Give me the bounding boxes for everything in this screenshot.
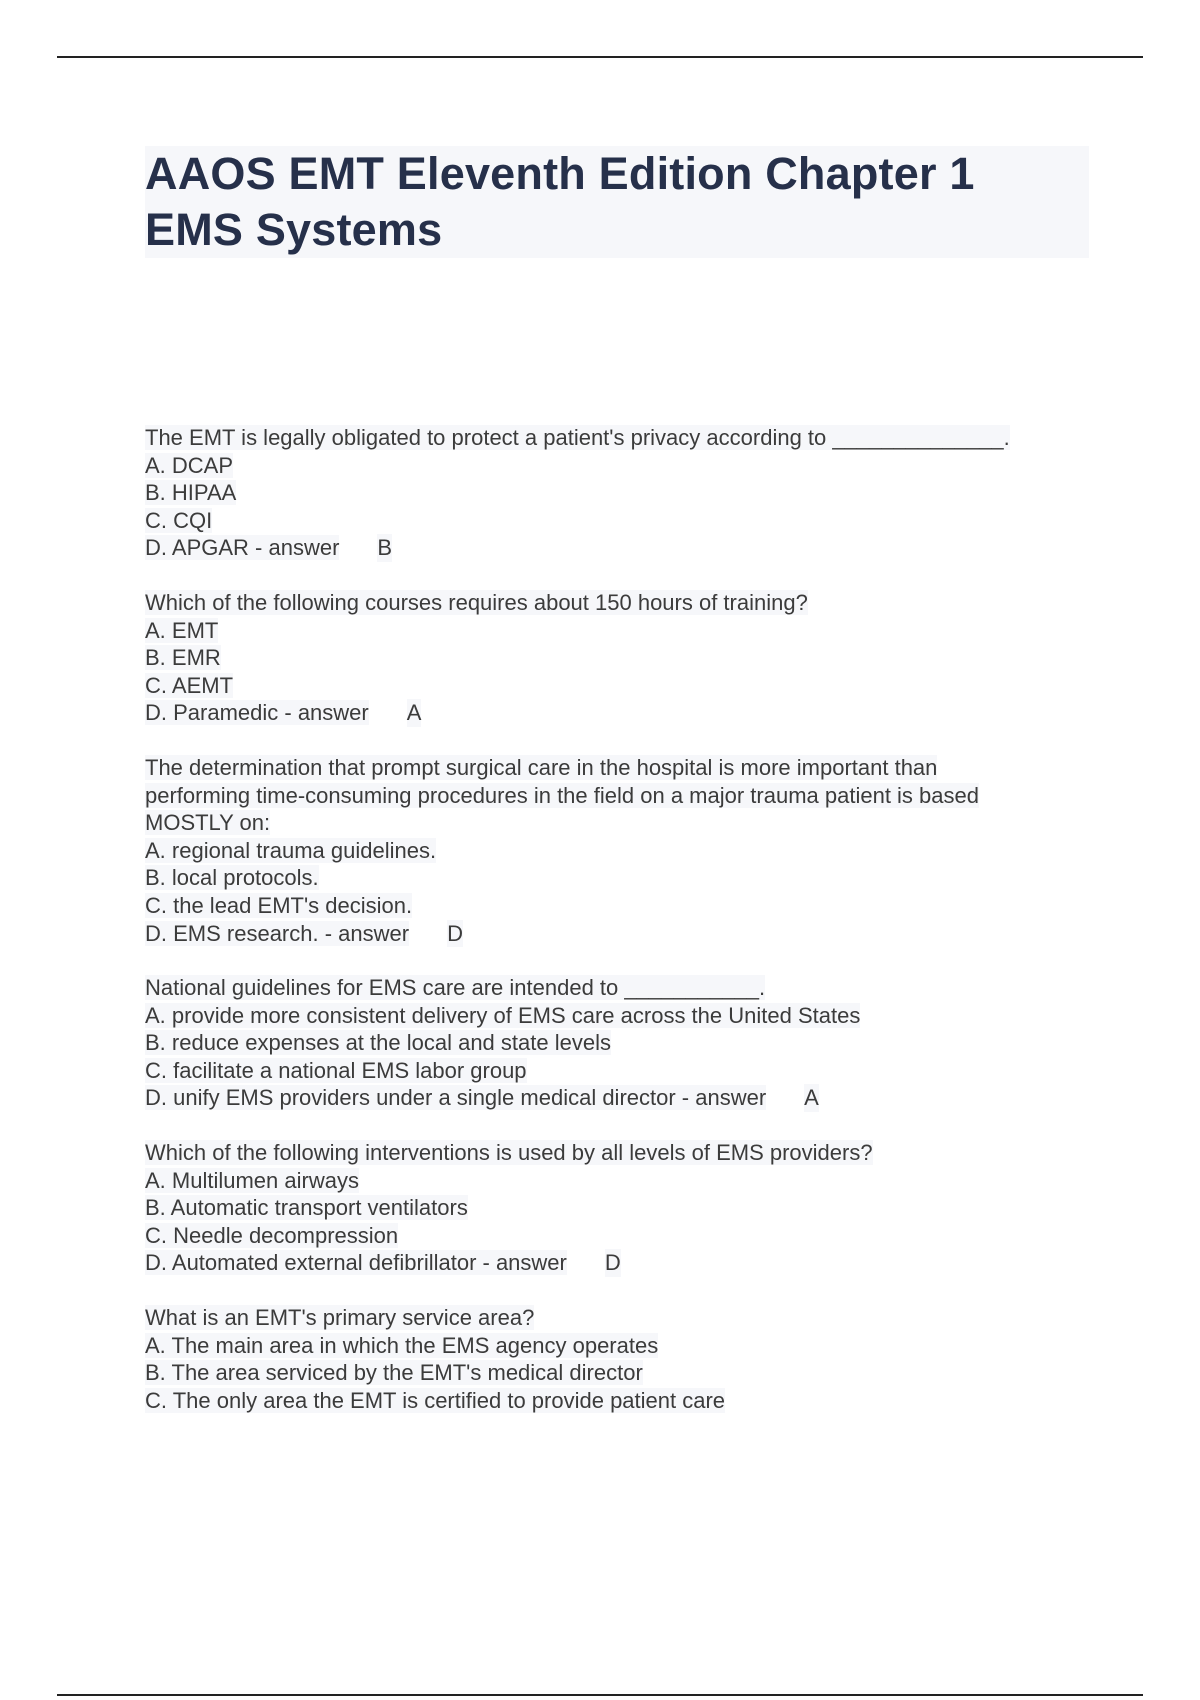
answer-option [145,617,1095,645]
question-stem-text: Which of the following interventions is used by all levels of EMS providers? [145,1140,873,1166]
question-block [145,754,1095,947]
question-block [145,424,1095,562]
answer-option [145,699,1095,727]
answer-option [145,1084,1095,1112]
answer-option [145,1222,1095,1250]
answer-option-text: A. DCAP [145,452,234,478]
answer-option-text: C. the lead EMT's decision. [145,892,413,918]
answer-option [145,837,1095,865]
answer-option-text: D. Automated external defibrillator - answer [145,1250,567,1276]
question-block [145,974,1095,1112]
answer-option-text: D. EMS research. - answer [145,920,410,946]
answer-option-text: B. Automatic transport ventilators [145,1195,468,1221]
answer-option-text: B. HIPAA [145,480,237,506]
answer-option-text: D. unify EMS providers under a single medical director - answer [145,1085,767,1111]
answer-option [145,1249,1095,1277]
answer-option [145,644,1095,672]
answer-option [145,892,1095,920]
question-block [145,589,1095,727]
answer-option-text: B. local protocols. [145,865,319,891]
correct-answer-letter: B [377,535,393,561]
answer-option [145,1029,1095,1057]
top-rule [57,56,1143,58]
question-stem-line [145,974,1095,1002]
question-block [145,1139,1095,1277]
answer-option-text: D. APGAR - answer [145,535,340,561]
answer-option [145,920,1095,948]
question-list [145,424,1095,1441]
answer-option-text: C. Needle decompression [145,1222,399,1248]
correct-answer-letter: D [604,1250,621,1276]
answer-option-text: B. The area serviced by the EMT's medical director [145,1360,643,1386]
answer-option [145,534,1095,562]
question-stem-line [145,782,1095,810]
title-line-2: EMS Systems [145,204,443,255]
question-stem-line [145,1139,1095,1167]
bottom-rule [57,1694,1143,1696]
answer-option-text: C. AEMT [145,672,234,698]
answer-option [145,864,1095,892]
answer-option [145,1194,1095,1222]
question-stem-text: What is an EMT's primary service area? [145,1305,535,1331]
question-stem-text: performing time-consuming procedures in the field on a major trauma patient is based [145,782,979,808]
correct-answer-letter: A [804,1085,819,1111]
answer-option [145,1332,1095,1360]
answer-option-text: A. provide more consistent delivery of EMS care across the United States [145,1002,861,1028]
question-stem-text: The determination that prompt surgical care in the hospital is more important than [145,754,938,780]
answer-option-text: A. EMT [145,617,219,643]
answer-option-text: D. Paramedic - answer [145,700,369,726]
answer-option [145,1002,1095,1030]
question-stem-line [145,424,1095,452]
answer-option-text: A. regional trauma guidelines. [145,837,437,863]
answer-option-text: A. The main area in which the EMS agency operates [145,1332,659,1358]
answer-option-text: A. Multilumen airways [145,1167,359,1193]
title-line-1: AAOS EMT Eleventh Edition Chapter 1 [145,148,975,199]
answer-option [145,1359,1095,1387]
question-stem-line [145,589,1095,617]
answer-option [145,672,1095,700]
answer-option [145,1387,1095,1415]
answer-option [145,1167,1095,1195]
question-block [145,1304,1095,1414]
answer-option-text: C. The only area the EMT is certified to provide patient care [145,1387,726,1413]
answer-option-text: C. CQI [145,507,213,533]
correct-answer-letter: D [447,920,463,946]
question-stem-text: National guidelines for EMS care are intended to ___________. [145,975,766,1001]
document-title [145,146,1089,258]
answer-option [145,479,1095,507]
answer-option-text: B. EMR [145,645,221,671]
question-stem-text: MOSTLY on: [145,810,271,836]
answer-option [145,507,1095,535]
question-stem-line [145,809,1095,837]
question-stem-text: Which of the following courses requires about 150 hours of training? [145,589,808,615]
question-stem-line [145,1304,1095,1332]
answer-option [145,452,1095,480]
question-stem-text: The EMT is legally obligated to protect a patient's privacy according to ______________. [145,425,1010,450]
correct-answer-letter: A [406,700,422,726]
answer-option-text: C. facilitate a national EMS labor group [145,1057,527,1083]
page-title [145,146,1089,258]
answer-option-text: B. reduce expenses at the local and state levels [145,1030,611,1056]
answer-option [145,1057,1095,1085]
question-stem-line [145,754,1095,782]
